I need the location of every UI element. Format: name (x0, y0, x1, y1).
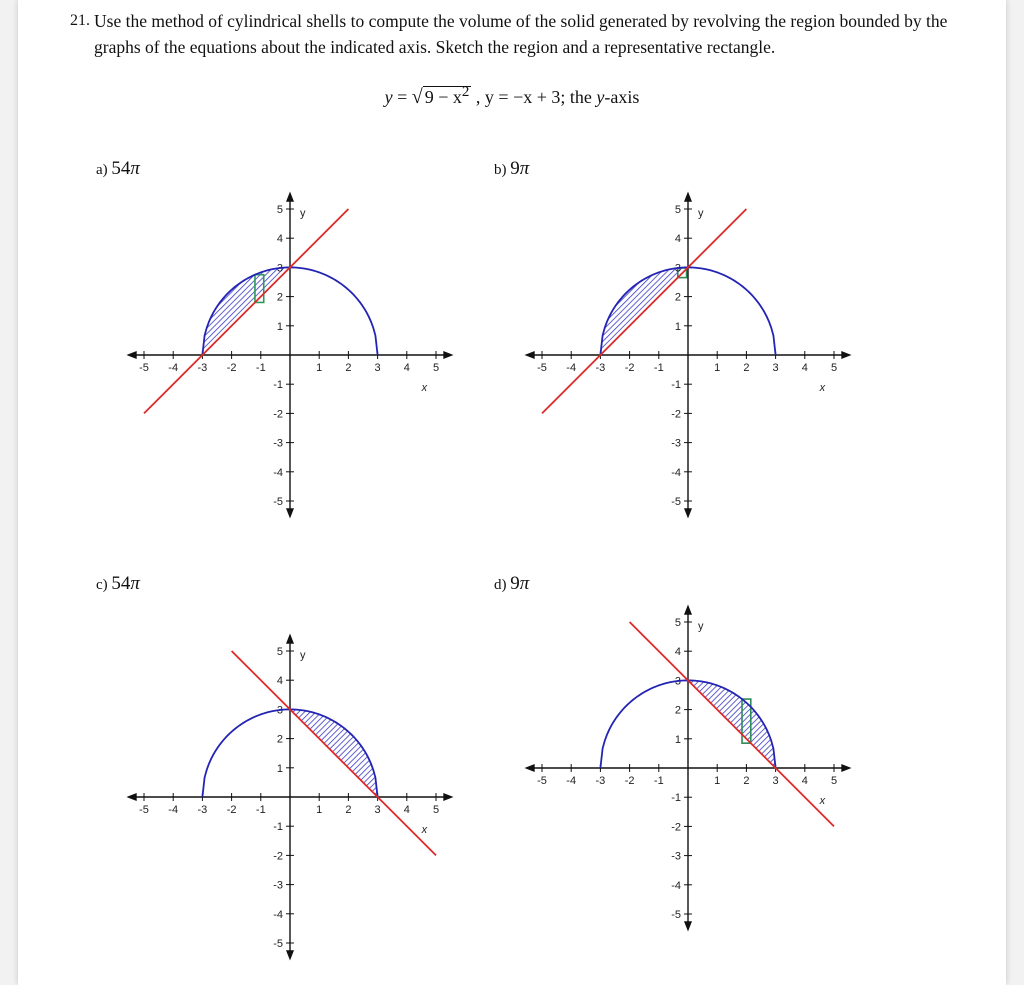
y-tick-label: -2 (273, 850, 283, 863)
x-tick-label: -3 (197, 362, 208, 374)
x-tick-label: -3 (595, 775, 606, 787)
x-tick-label: 2 (743, 362, 750, 374)
y-tick-label: 5 (276, 204, 283, 216)
x-tick-label: 5 (432, 362, 440, 374)
y-tick-label: 4 (276, 675, 283, 688)
radical-sign: √ (411, 86, 423, 108)
y-tick-label: 3 (674, 675, 681, 688)
question-number: 21. (70, 12, 90, 29)
x-tick-label: 4 (403, 804, 410, 816)
x-tick-label: -3 (595, 362, 606, 374)
x-tick-label: -2 (624, 775, 635, 787)
y-tick-label: -2 (273, 408, 283, 421)
y-tick-label: -4 (273, 466, 283, 479)
x-tick-label: -4 (168, 362, 179, 374)
y-tick-label: -5 (671, 909, 681, 921)
option-b-letter: b) (494, 162, 507, 178)
x-tick-label: 2 (345, 362, 352, 374)
x-tick-label: -5 (139, 362, 149, 374)
x-tick-label: 1 (714, 362, 721, 374)
x-axis-name: x (819, 382, 826, 394)
y-tick-label: -2 (671, 408, 681, 421)
x-tick-label: 3 (374, 362, 381, 374)
y-tick-label: -1 (671, 379, 681, 392)
y-tick-label: -1 (273, 379, 283, 392)
x-tick-label: 5 (830, 775, 838, 787)
line-graph (630, 622, 834, 826)
graph-b (528, 195, 848, 515)
x-tick-label: 4 (403, 362, 410, 374)
option-a-value: 54 (111, 158, 131, 179)
y-tick-label: -3 (273, 879, 283, 892)
y-tick-label: 4 (674, 233, 681, 246)
y-tick-label: 2 (276, 291, 283, 304)
option-c-letter: c) (96, 577, 108, 593)
x-tick-label: 3 (772, 362, 779, 374)
option-c-pi: π (130, 573, 140, 594)
option-a-label[interactable] (96, 158, 140, 180)
y-tick-label: 2 (276, 733, 283, 746)
y-tick-label: 1 (674, 320, 681, 333)
option-c-label[interactable] (96, 573, 140, 595)
option-d-value: 9 (510, 573, 520, 594)
line-graph (542, 209, 746, 413)
y-tick-label: -1 (273, 821, 283, 834)
y-tick-label: 3 (674, 262, 681, 275)
x-tick-label: -5 (537, 775, 547, 787)
y-tick-label: -5 (273, 938, 283, 950)
equation (0, 84, 1024, 109)
y-tick-label: 2 (674, 291, 681, 304)
x-tick-label: 4 (801, 362, 808, 374)
eq-axis-var: y (596, 87, 605, 107)
x-axis-name: x (421, 382, 428, 394)
y-tick-label: -4 (671, 466, 681, 479)
x-tick-label: -1 (255, 362, 266, 374)
x-tick-label: 3 (374, 804, 381, 816)
y-axis-name: y (698, 620, 704, 633)
question-text: Use the method of cylindrical shells to compute the volume of the solid generated by revolving the region bounded by the graphs of the equations about the indicated axis. Sketch the region and a representative rectangle. (94, 11, 948, 57)
x-tick-label: -1 (653, 775, 664, 787)
y-tick-label: 1 (276, 320, 283, 333)
y-tick-label: 1 (674, 733, 681, 746)
x-tick-label: 5 (432, 804, 440, 816)
option-b-value: 9 (510, 158, 520, 179)
option-d-label[interactable] (494, 573, 529, 595)
x-tick-label: -2 (226, 362, 237, 374)
y-tick-label: -3 (671, 437, 681, 450)
y-tick-label: 5 (674, 204, 681, 216)
radicand: 9 − x (424, 87, 462, 107)
option-d-pi: π (519, 573, 530, 594)
x-tick-label: -2 (226, 804, 237, 816)
x-axis-name: x (819, 795, 826, 807)
x-axis-name: x (421, 824, 428, 836)
option-c-value: 54 (111, 573, 131, 594)
eq-lhs: y (384, 87, 393, 107)
y-tick-label: -4 (273, 908, 283, 921)
option-a-letter: a) (96, 162, 108, 178)
question-block (70, 8, 974, 60)
x-tick-label: -4 (566, 775, 577, 787)
x-tick-label: 4 (801, 775, 808, 787)
y-tick-label: -4 (671, 879, 681, 892)
y-tick-label: 4 (276, 233, 283, 246)
y-axis-name: y (698, 207, 704, 220)
y-tick-label: 5 (674, 617, 681, 629)
eq-equals: = (392, 87, 412, 107)
exponent: 2 (461, 84, 470, 100)
y-tick-label: 5 (276, 646, 283, 658)
x-tick-label: 3 (772, 775, 779, 787)
eq-separator: , (471, 87, 485, 107)
x-tick-label: 1 (316, 804, 323, 816)
x-tick-label: -5 (139, 804, 149, 816)
line-graph (232, 651, 436, 855)
y-axis-name: y (300, 649, 306, 662)
y-tick-label: 3 (276, 262, 283, 275)
x-tick-label: -2 (624, 362, 635, 374)
y-tick-label: -3 (273, 437, 283, 450)
sqrt-expression (412, 84, 472, 109)
eq-line: y = −x + 3; the (484, 87, 597, 107)
y-tick-label: 4 (674, 646, 681, 659)
option-b-pi: π (519, 158, 530, 179)
y-tick-label: -3 (671, 850, 681, 863)
option-a-pi: π (130, 158, 140, 179)
eq-axis-suffix: -axis (604, 87, 640, 107)
x-tick-label: -5 (537, 362, 547, 374)
y-tick-label: 1 (276, 762, 283, 775)
y-axis-name: y (300, 207, 306, 220)
graph-c (130, 637, 450, 957)
graph-a (130, 195, 450, 515)
option-b-label[interactable] (494, 158, 529, 180)
x-tick-label: 2 (743, 775, 750, 787)
x-tick-label: -1 (255, 804, 266, 816)
x-tick-label: 1 (714, 775, 721, 787)
x-tick-label: -4 (168, 804, 179, 816)
option-d-letter: d) (494, 577, 507, 593)
x-tick-label: 5 (830, 362, 838, 374)
x-tick-label: 2 (345, 804, 352, 816)
line-graph (144, 209, 348, 413)
x-tick-label: -3 (197, 804, 208, 816)
x-tick-label: -4 (566, 362, 577, 374)
y-tick-label: 2 (674, 704, 681, 717)
y-tick-label: -2 (671, 821, 681, 834)
graph-d (528, 608, 848, 928)
x-tick-label: 1 (316, 362, 323, 374)
y-tick-label: -1 (671, 792, 681, 805)
y-tick-label: -5 (273, 496, 283, 508)
y-tick-label: 3 (276, 704, 283, 717)
x-tick-label: -1 (653, 362, 664, 374)
y-tick-label: -5 (671, 496, 681, 508)
